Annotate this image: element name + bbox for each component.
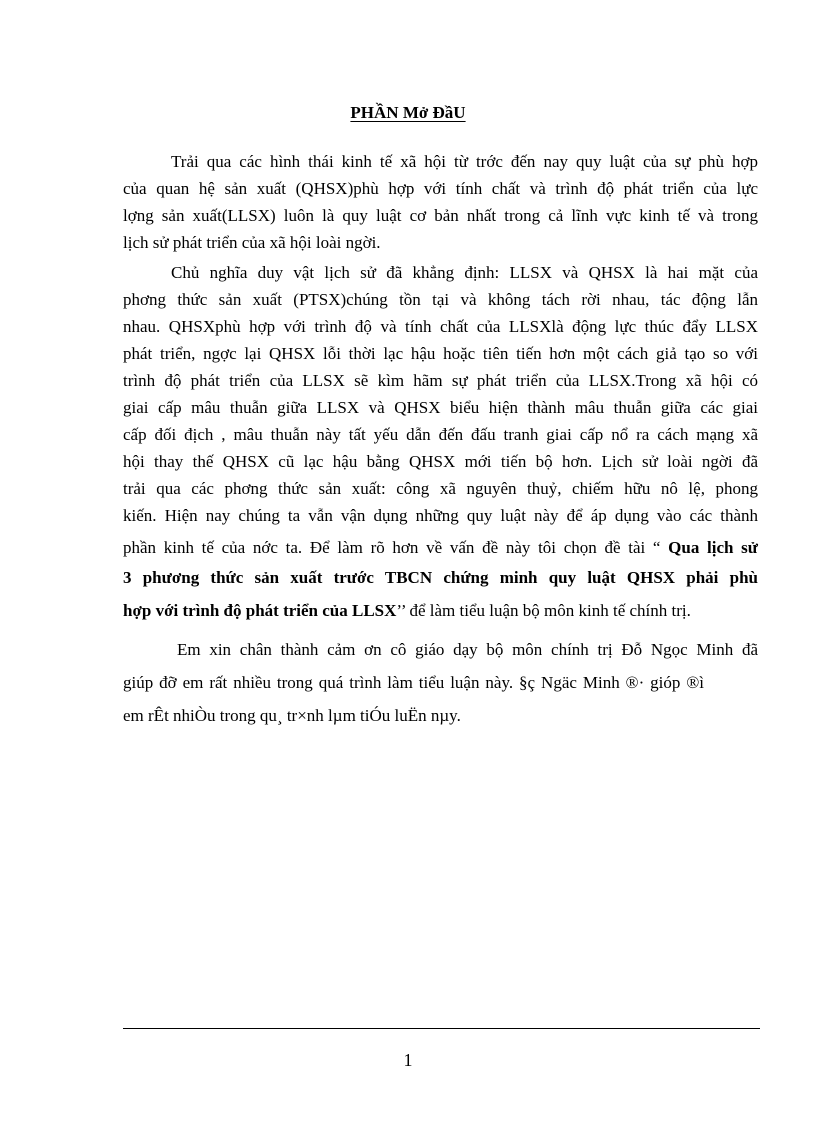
paragraph-1-line-1: Trải qua các hình thái kinh tế xã hội từ trớc đến nay quy luật của sự phù hợp [171,152,758,171]
page-number: 1 [403,1050,413,1070]
line-13-bold-text: hợp với trình độ phát triển của LLSX [123,601,397,620]
paragraph-3-line-1: Em xin chân thành cảm ơn cô giáo dạy bộ môn chính trị Đỗ Ngọc Minh đã [177,640,758,659]
paragraph-1-line-4: lịch sử phát triển của xã hội loài ngời. [123,233,381,252]
document-title [0,103,816,123]
paragraph-1-line-3: lợng sản xuất(LLSX) luôn là quy luật cơ bản nhất trong cả lĩnh vực kinh tế và trong [123,206,758,225]
footer-divider [123,1028,760,1029]
paragraph-2-line-12: 3 phương thức sản xuất trước TBCN chứng minh quy luật QHSX phải phù [123,568,758,587]
paragraph-2-line-11 [123,538,758,558]
paragraph-2-line-7: cấp đối địch , mâu thuẫn này tất yếu dẫn đến đấu tranh giai cấp nổ ra cách mạng xã [123,425,758,444]
line-13-normal-text: ’’ để làm tiểu luận bộ môn kinh tế chính trị. [396,601,691,620]
paragraph-2-line-8: hội thay thế QHSX cũ lạc hậu bằng QHSX mới tiến bộ hơn. Lịch sử loài ngời đã [123,452,758,471]
paragraph-2-line-6: giai cấp mâu thuẫn giữa LLSX và QHSX biểu hiện thành mâu thuẫn giữa các giai [123,398,758,417]
paragraph-2-line-10: kiến. Hiện nay chúng ta vẫn vận dụng những quy luật này để áp dụng vào các thành [123,506,758,525]
paragraph-1-line-2: của quan hệ sản xuất (QHSX)phù hợp với tính chất và trình độ phát triển của lực [123,179,758,198]
paragraph-2-line-2: phơng thức sản xuất (PTSX)chúng tồn tại và không tách rời nhau, tác động lẫn [123,290,758,309]
line-11-bold-text: Qua lịch sử [668,538,758,557]
paragraph-2-line-3: nhau. QHSXphù hợp với trình độ và tính chất của LLSXlà động lực thúc đẩy LLSX [123,317,758,336]
paragraph-2-line-9: trải qua các phơng thức sản xuất: công xã nguyên thuỷ, chiếm hữu nô lệ, phong [123,479,758,498]
paragraph-2-line-1: Chủ nghĩa duy vật lịch sử đã khẳng định: LLSX và QHSX là hai mặt của [171,263,758,282]
paragraph-2-line-4: phát triển, ngợc lại QHSX lỗi thời lạc hậu hoặc tiên tiến hơn một cách giả tạo so với [123,344,758,363]
paragraph-3-line-2: giúp đỡ em rất nhiều trong quá trình làm tiểu luận này. §ç Ngäc Minh ®· gióp ®ì [123,673,704,692]
line-11-normal-text: phần kinh tế của nớc ta. Để làm rõ hơn về vấn đề này tôi chọn đề tài “ [123,538,669,557]
paragraph-2-line-5: trình độ phát triển của LLSX sẽ kìm hãm sự phát triển của LLSX.Trong xã hội có [123,371,758,390]
title-text: PHẦN Mở ĐầU [350,103,466,122]
paragraph-3-line-3: em rÊt nhiÒu trong qu¸ tr×nh lµm tiÓu luËn nµy. [123,706,461,725]
paragraph-2-line-13 [123,601,758,621]
